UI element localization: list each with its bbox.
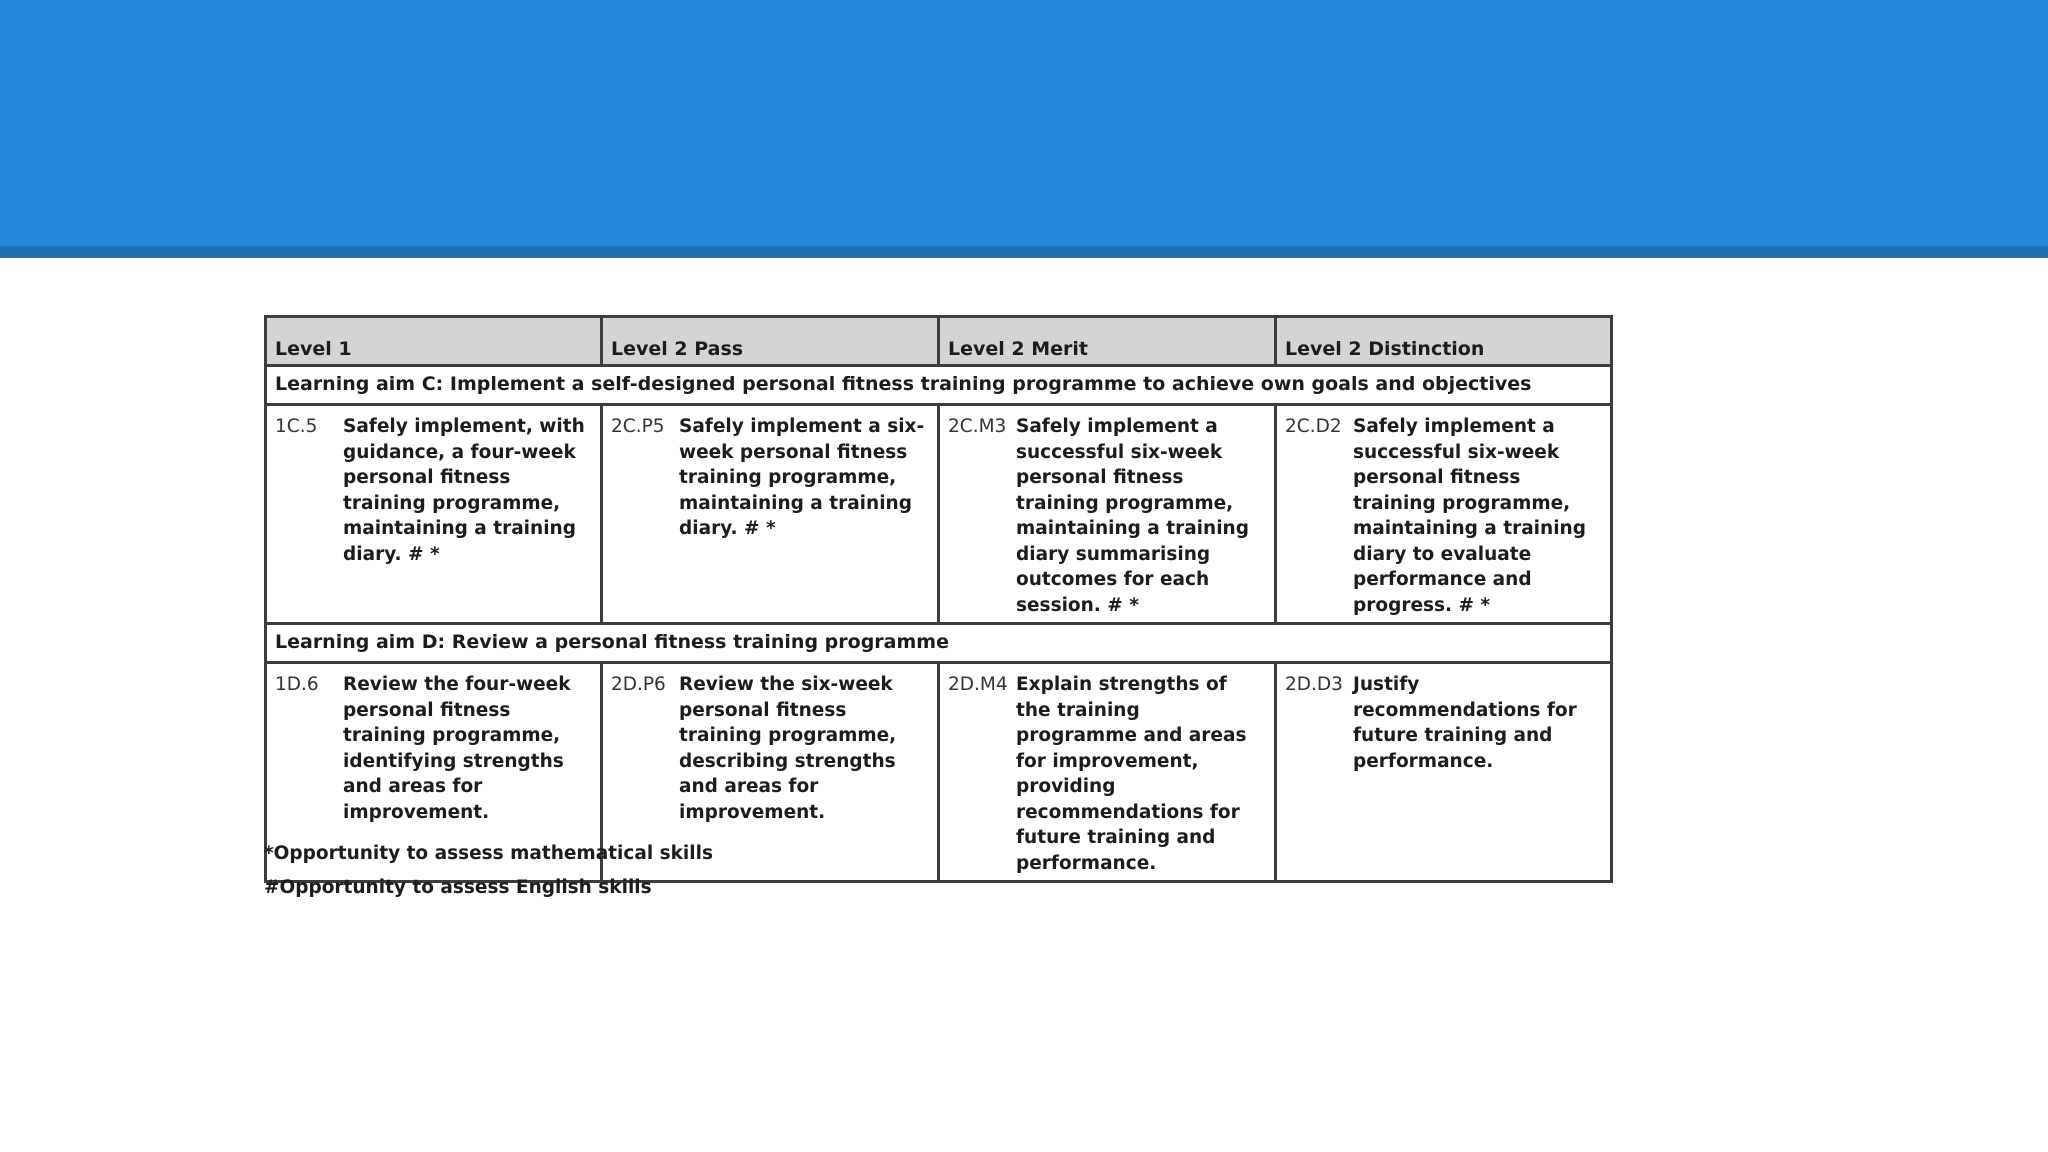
criteria-row (266, 405, 1612, 624)
criterion-code: 2D.D3 (1285, 674, 1343, 695)
learning-aim-c-title: Learning aim C: Implement a self-designed personal fitness training programme to achieve own goals and objectives (266, 366, 1612, 405)
criterion-code: 2C.M3 (948, 416, 1007, 437)
criterion-code: 2D.P6 (611, 674, 666, 695)
criterion-text: Safely implement a successful six-week personal fitness training programme, maintaining a training diary to evaluate performance and progress. # * (1353, 416, 1586, 616)
criterion-text: Safely implement a six-week personal fitness training programme, maintaining a training diary. # * (679, 416, 925, 539)
criterion-code: 1D.6 (275, 674, 319, 695)
english-skills-note: #Opportunity to assess English skills (264, 877, 652, 898)
criterion-cell (602, 405, 939, 624)
banner-divider (0, 246, 2048, 258)
learning-aim-d-title: Learning aim D: Review a personal fitness training programme (266, 624, 1612, 663)
criterion-code: 1C.5 (275, 416, 318, 437)
criterion-cell (939, 663, 1276, 882)
title-banner (0, 0, 2048, 246)
header-level-2-pass: Level 2 Pass (602, 317, 939, 366)
criterion-cell (1276, 405, 1612, 624)
criterion-cell (1276, 663, 1612, 882)
criterion-text: Review the four-week personal fitness training programme, identifying strengths and areas for improvement. (343, 674, 571, 823)
criterion-cell (266, 405, 602, 624)
learning-aim-row (266, 366, 1612, 405)
learning-aim-row (266, 624, 1612, 663)
criterion-text: Explain strengths of the training programme and areas for improvement, providing recommendations for future training and performance. (1016, 674, 1247, 874)
criterion-text: Justify recommendations for future training and performance. (1353, 674, 1577, 772)
criterion-text: Safely implement a successful six-week personal fitness training programme, maintaining a training diary summarising outcomes for each session. # * (1016, 416, 1249, 616)
header-level-2-merit: Level 2 Merit (939, 317, 1276, 366)
header-level-2-distinction: Level 2 Distinction (1276, 317, 1612, 366)
criterion-code: 2C.D2 (1285, 416, 1342, 437)
criterion-text: Review the six-week personal fitness training programme, describing strengths and areas for improvement. (679, 674, 897, 823)
criterion-text: Safely implement, with guidance, a four-week personal fitness training programme, maintaining a training diary. # * (343, 416, 585, 565)
criterion-code: 2C.P5 (611, 416, 665, 437)
criterion-code: 2D.M4 (948, 674, 1008, 695)
table-header-row (266, 317, 1612, 366)
grading-criteria-table (264, 315, 1613, 883)
header-level-1: Level 1 (266, 317, 602, 366)
math-skills-note: *Opportunity to assess mathematical skills (264, 843, 713, 864)
criterion-cell (939, 405, 1276, 624)
